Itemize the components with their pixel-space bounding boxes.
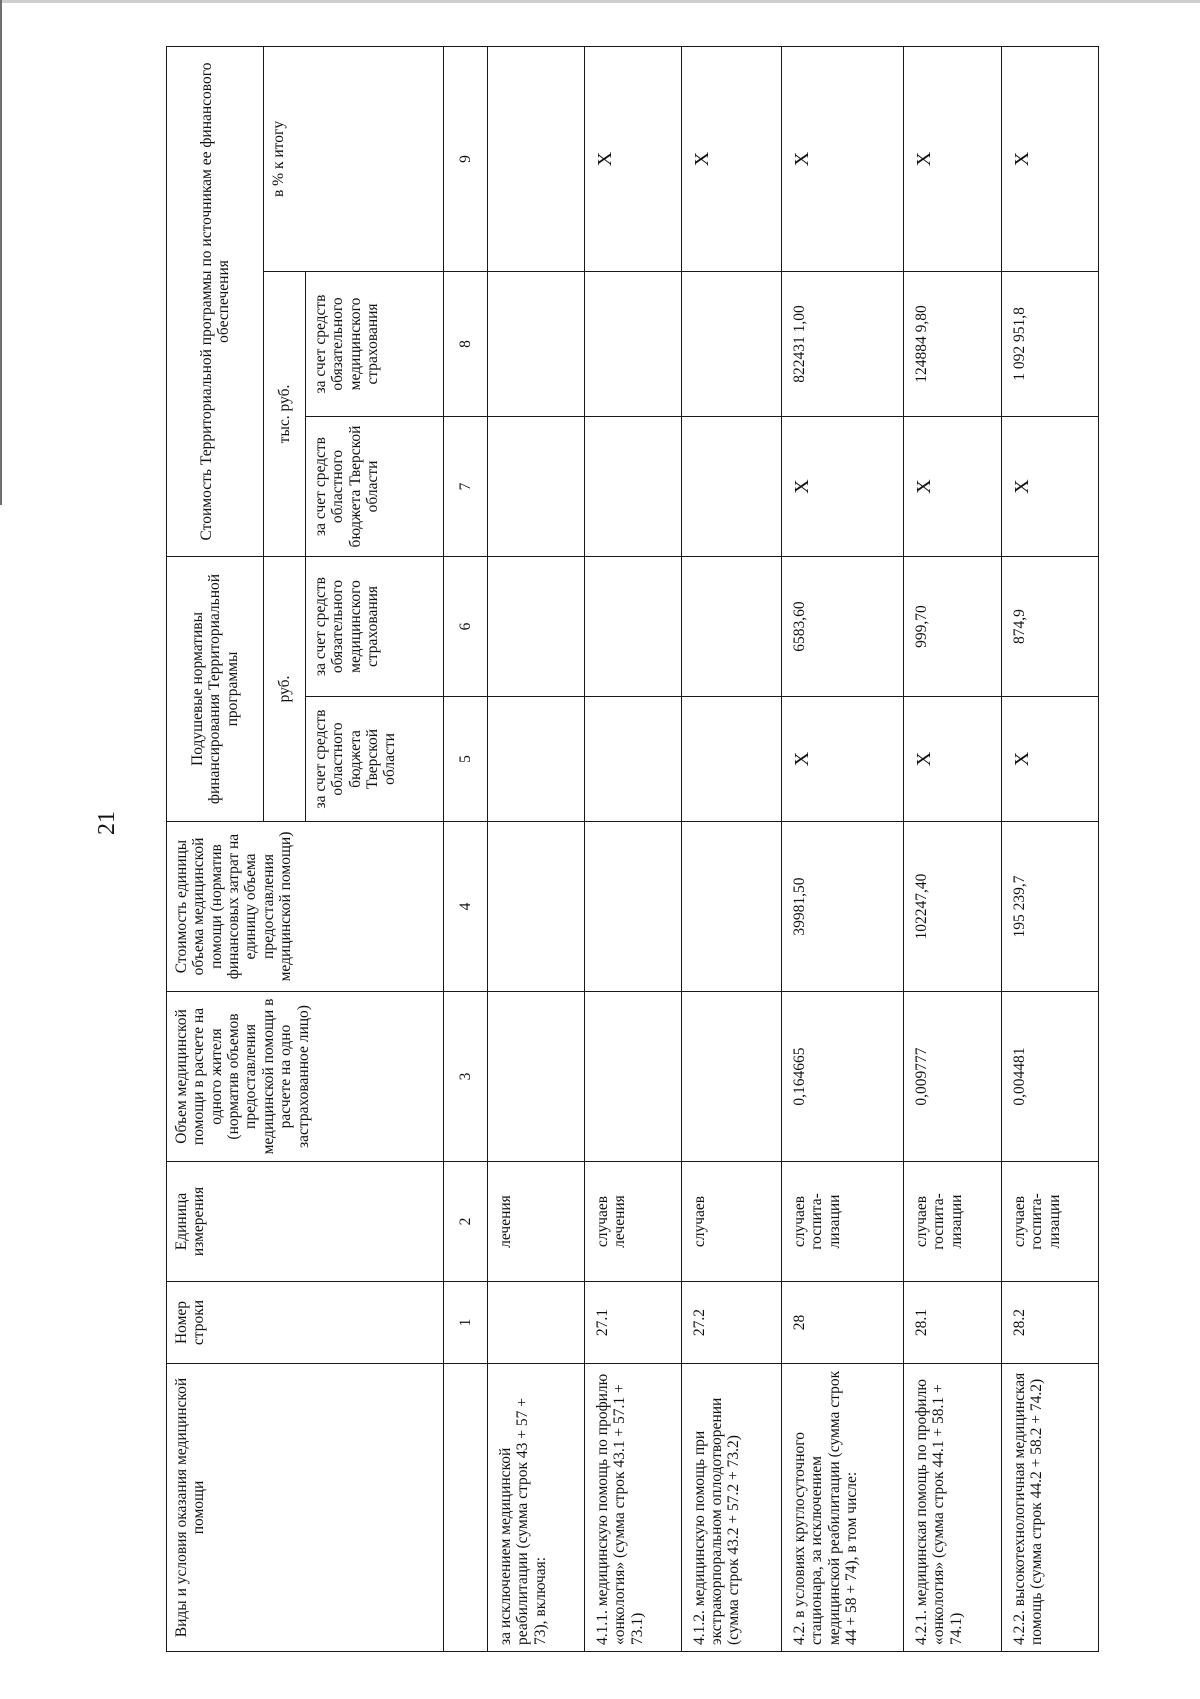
cell-volume xyxy=(488,992,585,1162)
rotated-table-container xyxy=(166,47,1099,1652)
cell-oms-per-capita: 999,70 xyxy=(904,556,1002,696)
cell-percent: X xyxy=(681,46,781,271)
table-row xyxy=(681,46,781,1651)
cell-percent xyxy=(488,46,585,271)
cell-oms-per-capita xyxy=(681,556,781,696)
cell-budget-per-capita xyxy=(584,697,681,822)
cell-row-number xyxy=(488,1282,585,1364)
column-number: 4 xyxy=(444,822,488,992)
cell-kind: 4.2.2. высокотехнологичная медицинская помощь (сумма строк 44.2 + 58.2 + 74.2) xyxy=(1002,1364,1099,1652)
table-row xyxy=(584,46,681,1651)
header-kinds: Виды и условия оказания медицинской помощи xyxy=(167,1364,444,1652)
header-budget-per-capita: за счет средств областного бюджета Тверской области xyxy=(306,697,444,822)
cell-cost-per-unit: 39981,50 xyxy=(781,822,903,992)
column-number: 6 xyxy=(444,556,488,696)
scan-top-edge xyxy=(0,0,1200,3)
column-number: 7 xyxy=(444,416,488,556)
header-oms-cost: за счет средств обязательного медицинского страхования xyxy=(306,271,444,416)
cell-kind: 4.2. в условиях круглосуточного стационара, за исключением медицинской реабилитации (сумма строк 44 + 58 + 74), в том числе: xyxy=(781,1364,903,1652)
cell-row-number: 28.2 xyxy=(1002,1282,1099,1364)
cell-volume xyxy=(681,992,781,1162)
cell-cost-per-unit xyxy=(488,822,585,992)
header-unit: Единица измерения xyxy=(167,1162,444,1282)
cell-unit: случаев госпита-лизации xyxy=(781,1162,903,1282)
cell-budget-per-capita: X xyxy=(904,697,1002,822)
cell-budget-per-capita xyxy=(681,697,781,822)
cell-unit: лечения xyxy=(488,1162,585,1282)
cell-cost-per-unit: 195 239,7 xyxy=(1002,822,1099,992)
column-number: 3 xyxy=(444,992,488,1162)
column-number: 8 xyxy=(444,271,488,416)
cell-row-number: 27.1 xyxy=(584,1282,681,1364)
table-row xyxy=(904,46,1002,1651)
table-row xyxy=(781,46,903,1651)
cell-budget-cost: X xyxy=(904,416,1002,556)
page-number: 21 xyxy=(94,811,120,835)
cell-budget-per-capita xyxy=(488,697,585,822)
cell-budget-cost: X xyxy=(1002,416,1099,556)
header-program-cost: Стоимость Территориальной программы по источникам ее финансового обеспечения xyxy=(167,46,264,556)
cell-volume: 0,164665 xyxy=(781,992,903,1162)
cell-unit: случаев лечения xyxy=(584,1162,681,1282)
cell-budget-per-capita: X xyxy=(781,697,903,822)
table-row xyxy=(1002,46,1099,1651)
cell-cost-per-unit xyxy=(681,822,781,992)
cell-volume xyxy=(584,992,681,1162)
cell-budget-cost xyxy=(488,416,585,556)
cell-oms-cost: 124884 9,80 xyxy=(904,271,1002,416)
cell-unit: случаев госпита-лизации xyxy=(1002,1162,1099,1282)
cell-oms-per-capita: 874,9 xyxy=(1002,556,1099,696)
cell-row-number: 28 xyxy=(781,1282,903,1364)
scan-left-edge xyxy=(0,0,2,505)
header-oms-per-capita: за счет средств обязательного медицинского страхования xyxy=(306,556,444,696)
header-rub: руб. xyxy=(264,556,306,821)
cell-percent: X xyxy=(781,46,903,271)
cell-kind: 4.1.2. медицинскую помощь при экстракорпоральном оплодотворении (сумма строк 43.2 + 57.2 + 73.2) xyxy=(681,1364,781,1652)
cell-unit: случаев xyxy=(681,1162,781,1282)
column-number: 2 xyxy=(444,1162,488,1282)
table-row xyxy=(488,46,585,1651)
cell-volume: 0,009777 xyxy=(904,992,1002,1162)
cell-unit: случаев госпита-лизации xyxy=(904,1162,1002,1282)
cell-kind: за исключением медицинской реабилитации (сумма строк 43 + 57 + 73), включая: xyxy=(488,1364,585,1652)
cell-budget-cost xyxy=(681,416,781,556)
cell-oms-per-capita xyxy=(488,556,585,696)
cell-budget-cost: X xyxy=(781,416,903,556)
cell-oms-per-capita xyxy=(584,556,681,696)
program-cost-table xyxy=(166,46,1099,1652)
header-volume: Объем медицинской помощи в расчете на одного жителя (норматив объемов предоставления медицинской помощи в расчете на одно застрахованное лицо) xyxy=(167,992,444,1162)
cell-row-number: 27.2 xyxy=(681,1282,781,1364)
column-number: 9 xyxy=(444,46,488,271)
cell-row-number: 28.1 xyxy=(904,1282,1002,1364)
header-per-capita: Подушевые нормативы финансирования Территориальной программы xyxy=(167,556,264,821)
cell-oms-cost xyxy=(488,271,585,416)
header-thousand-rub: тыс. руб. xyxy=(264,271,306,556)
header-row-number: Номер строки xyxy=(167,1282,444,1364)
cell-kind: 4.2.1. медицинская помощь по профилю «онкология» (сумма строк 44.1 + 58.1 + 74.1) xyxy=(904,1364,1002,1652)
cell-oms-cost xyxy=(681,271,781,416)
cell-budget-per-capita: X xyxy=(1002,697,1099,822)
column-number xyxy=(444,1364,488,1652)
column-number: 1 xyxy=(444,1282,488,1364)
column-number: 5 xyxy=(444,697,488,822)
header-percent-total: в % к итогу xyxy=(264,46,444,271)
cell-oms-cost: 1 092 951,8 xyxy=(1002,271,1099,416)
header-budget-cost: за счет средств областного бюджета Тверской области xyxy=(306,416,444,556)
cell-oms-per-capita: 6583,60 xyxy=(781,556,903,696)
cell-cost-per-unit: 102247,40 xyxy=(904,822,1002,992)
column-numbers-row xyxy=(444,46,488,1651)
cell-kind: 4.1.1. медицинскую помощь по профилю «онкология» (сумма строк 43.1 + 57.1 + 73.1) xyxy=(584,1364,681,1652)
cell-percent: X xyxy=(1002,46,1099,271)
cell-volume: 0,004481 xyxy=(1002,992,1099,1162)
cell-oms-cost xyxy=(584,271,681,416)
cell-oms-cost: 822431 1,00 xyxy=(781,271,903,416)
cell-percent: X xyxy=(904,46,1002,271)
header-cost-per-unit: Стоимость единицы объема медицинской помощи (норматив финансовых затрат на единицу объема предоставления медицинской помощи) xyxy=(167,822,444,992)
cell-budget-cost xyxy=(584,416,681,556)
cell-percent: X xyxy=(584,46,681,271)
cell-cost-per-unit xyxy=(584,822,681,992)
